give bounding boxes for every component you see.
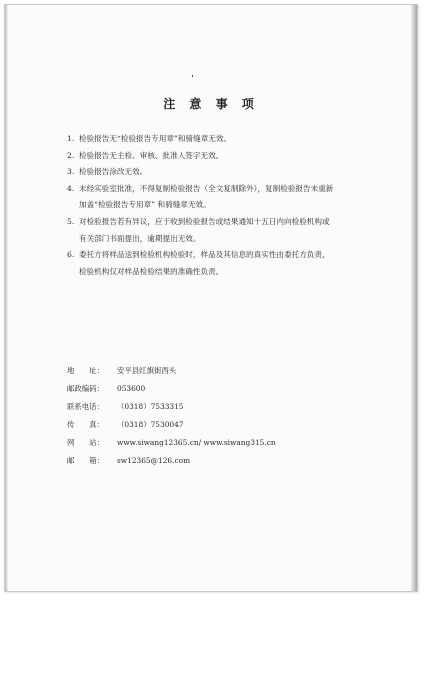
notice-item-5 <box>67 214 387 247</box>
notice-text <box>79 164 387 181</box>
contact-row-email <box>67 452 377 470</box>
contact-row-postcode <box>67 380 377 398</box>
notice-line: 未经实验室批准，不得复制检验报告（全文复制除外），复制检验报告未重新 <box>79 183 334 193</box>
notice-line: 检验报告涂改无效。 <box>79 167 148 177</box>
contact-value: （0318）7533315 <box>117 401 184 411</box>
scanned-document <box>4 4 418 592</box>
contact-value: 安平县红旗街西头 <box>117 366 177 375</box>
contact-label: 传 真： <box>67 419 104 429</box>
notice-number: 5. <box>67 216 75 226</box>
notice-number: 1. <box>67 134 75 143</box>
page-title: 注 意 事 项 <box>163 97 259 111</box>
scan-speck <box>192 75 193 77</box>
notice-line: 委托方将样品送到检验机构检验时，样品及其信息的真实性由委托方负责， <box>79 250 330 260</box>
notice-text <box>79 214 387 247</box>
contact-value: 053600 <box>117 383 146 393</box>
notice-line: 检验报告无主检、审核、批准人签字无效。 <box>79 150 224 160</box>
notice-list <box>67 131 387 280</box>
notice-item-1 <box>67 131 387 148</box>
notice-item-4 <box>67 181 387 214</box>
notice-number: 4. <box>67 183 75 193</box>
contact-value: www.siwang12365.cn/ www.siwang315.cn <box>117 437 276 447</box>
notice-number: 6. <box>67 250 75 260</box>
scan-edge-left <box>5 5 8 591</box>
contact-info <box>67 362 377 469</box>
notice-number: 3. <box>67 167 75 177</box>
notice-line: 检验机构仅对样品检验结果的准确性负责。 <box>79 266 224 276</box>
notice-line: 加盖“检验报告专用章” 和骑缝章无效。 <box>79 200 211 210</box>
notice-number: 2. <box>67 150 75 160</box>
notice-text <box>79 247 387 280</box>
contact-row-phone <box>67 398 377 416</box>
notice-text <box>79 148 387 165</box>
notice-line: 有关部门书面提出，逾期提出无效。 <box>79 233 201 243</box>
notice-item-2 <box>67 148 387 165</box>
notice-text <box>79 181 387 214</box>
contact-label: 联系电话： <box>67 401 104 411</box>
notice-line: 对检验报告若有异议，应于收到检验报告或结果通知十五日内向检验机构或 <box>79 216 330 226</box>
contact-label: 邮 箱： <box>67 455 104 465</box>
contact-label: 邮政编码： <box>67 383 104 393</box>
scan-edge-right <box>411 5 417 591</box>
contact-label: 地 址： <box>67 366 104 375</box>
notice-item-6 <box>67 247 387 280</box>
contact-value: sw12365@126.com <box>117 455 191 465</box>
contact-row-fax <box>67 416 377 434</box>
contact-label: 网 站： <box>67 437 104 447</box>
contact-row-website <box>67 434 377 452</box>
contact-row-address <box>67 362 377 380</box>
notice-text <box>79 131 387 148</box>
contact-value: （0318）7530047 <box>117 419 184 429</box>
notice-item-3 <box>67 164 387 181</box>
notice-line: 检验报告无“检验报告专用章”和骑缝章无效。 <box>79 134 232 143</box>
